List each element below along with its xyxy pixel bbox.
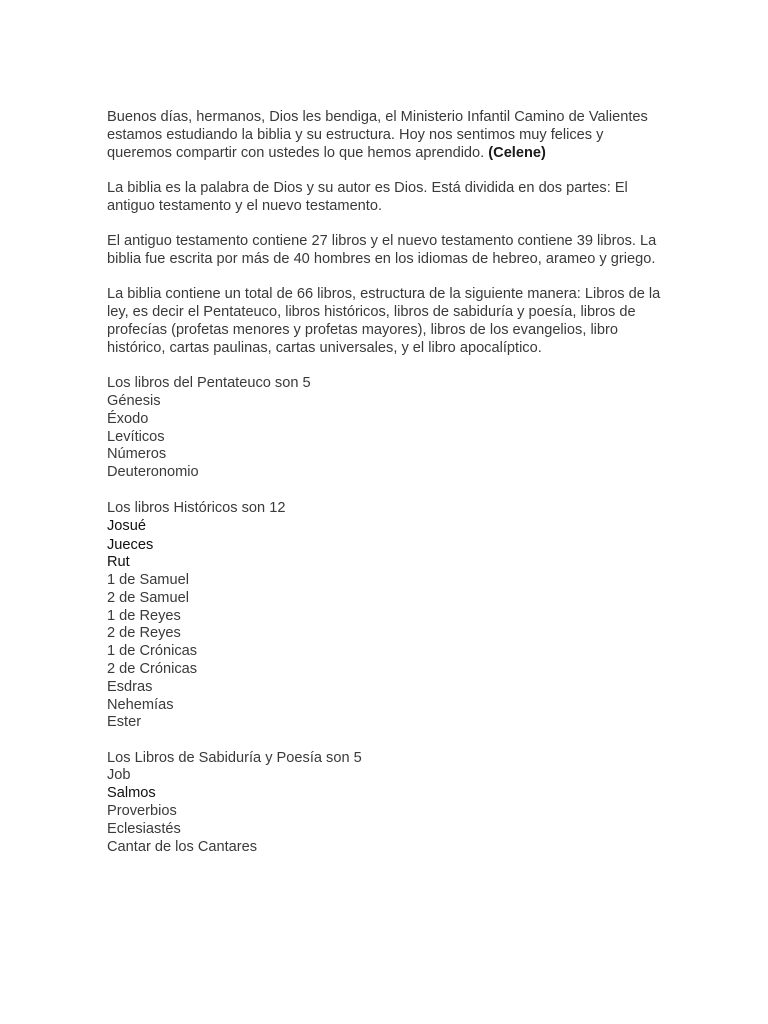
list-item: 1 de Samuel (107, 571, 189, 588)
list-item: Esdras (107, 678, 153, 695)
list-item: 2 de Crónicas (107, 660, 198, 677)
list-item: Génesis (107, 392, 161, 409)
list-item: Proverbios (107, 803, 177, 820)
testaments-paragraph: El antiguo testamento contiene 27 libros y el nuevo testamento contiene 39 libros. La biblia fue escrita por más de 40 hombres en los idiomas de hebreo, arameo y griego. (107, 233, 657, 267)
pentateuco-list (107, 375, 667, 482)
sabiduria-list (107, 750, 667, 857)
list-item: 1 de Reyes (107, 607, 181, 624)
list-item: 2 de Reyes (107, 625, 181, 642)
pentateuco-heading: Los libros del Pentateuco son 5 (107, 375, 311, 392)
list-item: Jueces (107, 536, 154, 553)
list-item: Ester (107, 714, 142, 731)
list-item: 1 de Crónicas (107, 643, 198, 660)
bible-definition-paragraph: La biblia es la palabra de Dios y su autor es Dios. Está dividida en dos partes: El antiguo testamento y el nuevo testamento. (107, 179, 628, 214)
list-item: Nehemías (107, 696, 174, 713)
intro-credit: (Celene) (488, 144, 546, 161)
list-item: Números (107, 446, 167, 463)
historicos-list (107, 500, 667, 733)
historicos-heading: Los libros Históricos son 12 (107, 499, 286, 516)
list-item: Eclesiastés (107, 820, 181, 837)
document-page (107, 109, 667, 874)
list-item: Josué (107, 518, 146, 535)
list-item: Deuteronomio (107, 464, 199, 481)
structure-paragraph: La biblia contiene un total de 66 libros, estructura de la siguiente manera: Libros de la ley, es decir el Pentateuco, libros históricos, libros de sabiduría y poesía, libros de profecías (profetas menores y profetas mayores), libros de los evangelios, libro histórico, cartas paulinas, cartas universales, y el libro apocalíptico. (107, 286, 661, 356)
list-item: Cantar de los Cantares (107, 838, 258, 855)
list-item: Rut (107, 554, 130, 571)
list-item: 2 de Samuel (107, 589, 189, 606)
list-item: Salmos (107, 785, 156, 802)
sabiduria-heading: Los Libros de Sabiduría y Poesía son 5 (107, 749, 362, 766)
list-item: Levíticos (107, 428, 165, 445)
intro-paragraph (107, 109, 667, 162)
intro-text: Buenos días, hermanos, Dios les bendiga, el Ministerio Infantil Camino de Valientes estamos estudiando la biblia y su estructura. Hoy nos sentimos muy felices y queremos compartir con ustedes lo que hemos aprendido. (107, 109, 648, 161)
list-item: Éxodo (107, 410, 149, 427)
list-item: Job (107, 767, 131, 784)
